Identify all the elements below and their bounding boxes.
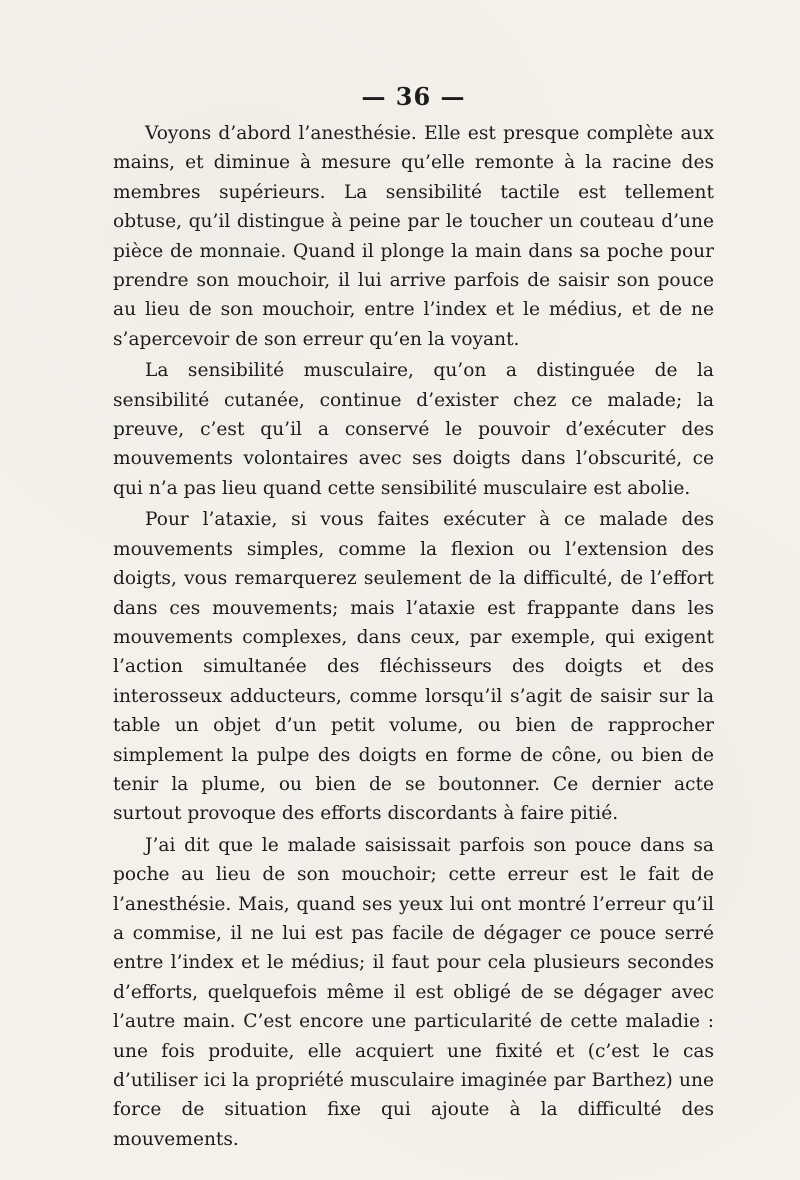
page-content [113, 119, 714, 1154]
paragraph-3: Pour l’ataxie, si vous faites exécuter à ce malade des mouvements simples, comme la flexion ou l’extension des doigts, vous remarquerez seulement de la difficulté, de l’effort dans ces mouvements; mais l’ataxie est frappante dans les mouvements complexes, dans ceux, par exemple, qui exigent l’action simultanée des fléchisseurs des doigts et des interosseux adducteurs, comme lorsqu’il s’agit de saisir sur la table un objet d’un petit volume, ou bien de rapprocher simplement la pulpe des doigts en forme de cône, ou bien de tenir la plume, ou bien de se boutonner. Ce dernier acte surtout provoque des efforts discordants à faire pitié. [113, 509, 714, 825]
page-number: — 36 — [361, 82, 466, 111]
paragraph-2: La sensibilité musculaire, qu’on a distinguée de la sensibilité cutanée, continue d’exister chez ce malade; la preuve, c’est qu’il a conservé le pouvoir d’exécuter des mouvements volontaires avec ses doigts dans l’obscurité, ce qui n’a pas lieu quand cette sensibilité musculaire est abolie. [113, 360, 714, 499]
paragraph-4: J’ai dit que le malade saisissait parfois son pouce dans sa poche au lieu de son mouchoir; cette erreur est le fait de l’anesthésie. Mais, quand ses yeux lui ont montré l’erreur qu’il a commise, il ne lui est pas facile de dégager ce pouce serré entre l’index et le médius; il faut pour cela plusieurs secondes d’efforts, quelquefois même il est obligé de se dégager avec l’autre main. C’est encore une particularité de cette maladie : une fois produite, elle acquiert une fixité et (c’est le cas d’utiliser ici la propriété musculaire imaginée par Barthez) une force de situation fixe qui ajoute à la difficulté des mouvements. [113, 834, 714, 1150]
paragraph-1: Voyons d’abord l’anesthésie. Elle est presque complète aux mains, et diminue à mesure qu’elle remonte à la racine des membres supérieurs. La sensibilité tactile est tellement obtuse, qu’il distingue à peine par le toucher un couteau d’une pièce de monnaie. Quand il plonge la main dans sa poche pour prendre son mouchoir, il lui arrive parfois de saisir son pouce au lieu de son mouchoir, entre l’index et le médius, et de ne s’apercevoir de son erreur qu’en la voyant. [113, 123, 714, 350]
